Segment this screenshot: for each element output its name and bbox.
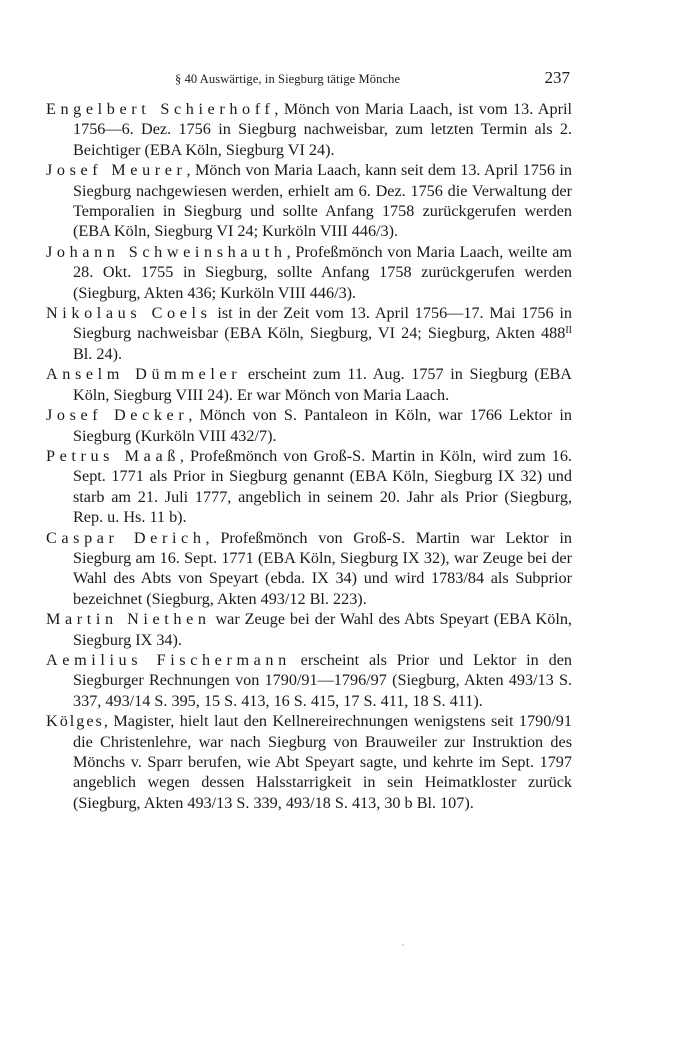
entry-name: Engelbert Schierhoff: [46, 100, 275, 118]
entry-text: , Mönch von S. Pantaleon in Köln, war 1766 Lektor in Siegburg (Kurköln VIII 432/7).: [73, 406, 572, 445]
entry-josef-decker: [46, 405, 572, 446]
entry-caspar-derich: [46, 528, 572, 610]
entry-text-continued: Bl. 24).: [73, 344, 123, 363]
entry-text: , Profeßmönch von Groß-S. Martin in Köln, wird zum 16. Sept. 1771 als Prior in Siegburg genannt (EBA Köln, Siegburg IX 32) und starb am 21. Juli 1777, angeblich in seinem 20. Jahr als Prior (Siegburg, Rep. u. Hs. 11 b).: [73, 446, 572, 527]
entry-name: Nikolaus Coels: [46, 304, 212, 323]
entry-text: ist in der Zeit vom 13. April 1756—17. Mai 1756 in Siegburg nachweisbar (EBA Köln, Siegburg, VI 24; Siegburg, Akten 488: [73, 304, 573, 343]
entry-johann-schweinshauth: [46, 242, 572, 303]
entry-name: Anselm Dümmeler: [46, 365, 242, 384]
entry-superscript: II: [565, 325, 572, 337]
entry-text: , Mönch von Maria Laach, kann seit dem 13. April 1756 in Siegburg nachgewiesen werden, erhielt am 6. Dez. 1756 die Verwaltung der Temporalien in Siegburg und sollte Anfang 1758 zurückgerufen werden (EBA Köln, Siegburg VI 24; Kurköln VIII 446/3).: [73, 161, 572, 241]
entry-text: , Profeßmönch von Groß-S. Martin war Lektor in Siegburg am 16. Sept. 1771 (EBA Köln, Siegburg IX 32), war Zeuge bei der Wahl des Abts von Speyart (ebda. IX 34) und wird 1783/84 als Subprior bezeichnet (Siegburg, Akten 493/12 Bl. 223).: [73, 528, 572, 608]
entry-name: Johann Schweinshauth: [46, 242, 287, 261]
page-number: 237: [544, 68, 570, 87]
entry-josef-meurer: [46, 160, 572, 242]
entry-list: [46, 99, 572, 813]
entry-text: war Zeuge bei der Wahl des Abts Speyart (EBA Köln, Siegburg IX 34).: [73, 610, 572, 649]
scan-speck: [402, 944, 404, 946]
entry-name: Aemilius Fischermann: [46, 650, 291, 669]
entry-aemilius-fischermann: [46, 650, 572, 711]
running-header: [175, 68, 570, 90]
entry-text: erscheint als Prior und Lektor in den Siegburger Rechnungen von 1790/91—1796/97 (Siegburg, Akten 493/13 S. 337, 493/14 S. 395, 15 S. 413, 16 S. 415, 17 S. 411, 18 S. 411).: [73, 650, 572, 710]
entry-text: , Profeßmönch von Maria Laach, weilte am 28. Okt. 1755 in Siegburg, sollte Anfang 1758 zurückgerufen werden (Siegburg, Akten 436; Kurköln VIII 446/3).: [73, 242, 572, 302]
entry-text: , Magister, hielt laut den Kellnereirechnungen wenigstens seit 1790/91 die Christenlehre, war nach Siegburg von Brauweiler zur Instruktion des Mönchs v. Sparr berufen, wie Abt Speyart sagte, und kehrte im Sept. 1797 angeblich wegen dessen Halsstarrigkeit in sein Heimatkloster zurück (Siegburg, Akten 493/13 S. 339, 493/18 S. 413, 30 b Bl. 107).: [73, 712, 572, 812]
entry-engelbert-schierhoff: [46, 99, 572, 160]
entry-anselm-duemmeler: [46, 364, 572, 405]
entry-name: Josef Meurer: [46, 161, 187, 180]
entry-petrus-maass: [46, 446, 572, 528]
entry-text: erscheint zum 11. Aug. 1757 in Siegburg (EBA Köln, Siegburg VIII 24). Er war Mönch von Maria Laach.: [73, 365, 572, 404]
entry-nikolaus-coels: [46, 303, 572, 364]
entry-name: Kölges: [46, 712, 104, 731]
entry-text: , Mönch von Maria Laach, ist vom 13. April 1756—6. Dez. 1756 in Siegburg nachweisbar, zum letzten Termin als 2. Beichtiger (EBA Köln, Siegburg VI 24).: [73, 100, 572, 159]
entry-name: Petrus Maaß: [46, 446, 180, 465]
entry-name: Caspar Derich: [46, 528, 206, 547]
entry-martin-niethen: [46, 609, 572, 650]
entry-name: Josef Decker: [46, 406, 189, 425]
entry-name: Martin Niethen: [46, 610, 211, 629]
section-title: § 40 Auswärtige, in Siegburg tätige Mönche: [175, 72, 401, 86]
entry-koelges: [46, 711, 572, 813]
